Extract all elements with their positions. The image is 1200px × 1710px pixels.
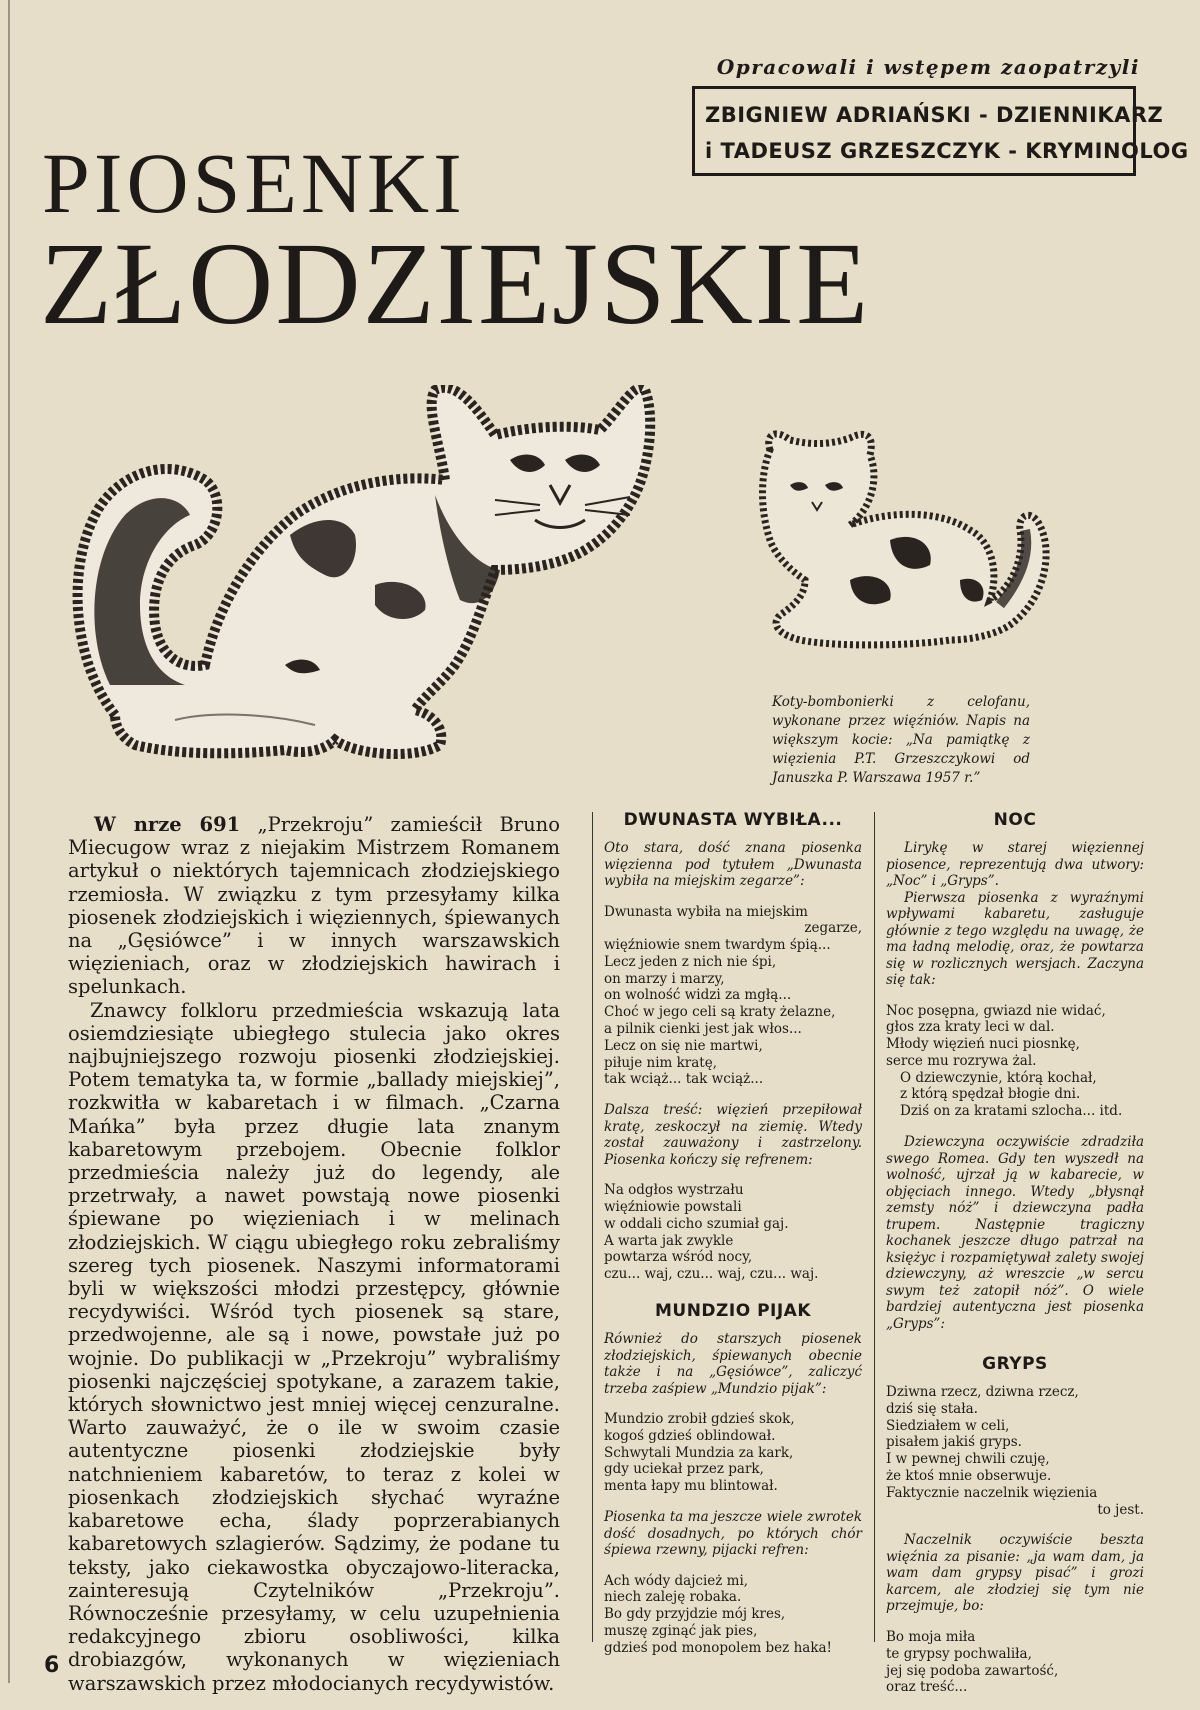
mundzio-verse-2 xyxy=(604,1573,862,1657)
dwunasta-middle: Dalsza treść: więzień przepiłował kratę, zeskoczył na ziemię. Wtedy został zauważony i zastrzelony. Piosenka kończy się refrenem: xyxy=(604,1102,862,1168)
verse-line: gdy uciekał przez park, xyxy=(604,1461,764,1478)
authors-box xyxy=(692,86,1189,176)
verse-line: Dziś on za kratami szlocha... itd. xyxy=(900,1103,1123,1120)
gryps-middle: Naczelnik oczywiście beszta więźnia za pisanie: „ja wam dam, ja wam dam grypsy pisać” i grozi karcem, ale złodziej się tym nie przejmuje, bo: xyxy=(886,1532,1144,1615)
verse-line: Bo gdy przyjdzie mój kres, xyxy=(604,1606,786,1623)
author-line-2: i TADEUSZ GRZESZCZYK - KRYMINOLOG xyxy=(705,139,1189,163)
verse-line: Bo moja miła xyxy=(886,1628,976,1645)
verse-line: Dziwna rzecz, dziwna rzecz, xyxy=(886,1384,1079,1401)
verse-line: gdzieś pod monopolem bez haka! xyxy=(604,1639,832,1656)
verse-line: Choć w jego celi są kraty żelazne, xyxy=(604,1004,836,1021)
page-edge-line xyxy=(8,0,10,1683)
title-line-1: PIOSENKI xyxy=(42,135,466,231)
author-line-1: ZBIGNIEW ADRIAŃSKI - DZIENNIKARZ xyxy=(705,103,1164,127)
verse-line: powtarza wśród nocy, xyxy=(604,1249,753,1266)
verse-line: on marzy i marzy, xyxy=(604,970,725,987)
verse-line: zegarze, xyxy=(804,920,862,937)
mundzio-middle: Piosenka ta ma jeszcze wiele zwrotek dość dosadnych, po których chór śpiewa rzewny, pijacki refren: xyxy=(604,1509,862,1559)
noc-intro: Lirykę w starej więziennej piosence, reprezentują dwa utwory: „Noc” i „Gryps”. xyxy=(886,840,1144,889)
article-paragraph-1 xyxy=(68,813,560,999)
verse-line: Mundzio zrobił gdzieś skok, xyxy=(604,1411,795,1428)
verse-line: I w pewnej chwili czuję, xyxy=(886,1451,1050,1468)
verse-line: Schwytali Mundzia za kark, xyxy=(604,1444,794,1461)
section-title-dwunasta: DWUNASTA WYBIŁA... xyxy=(623,810,843,830)
verse-line: on wolność widzi za mgłą... xyxy=(604,987,792,1004)
verse-line: z którą spędzał błogie dni. xyxy=(900,1086,1081,1103)
verse-line: Siedziałem w celi, xyxy=(886,1417,1010,1434)
verse-line: menta łapy mu blintował. xyxy=(604,1478,778,1495)
article-paragraph-2: Znawcy folkloru przedmieścia wskazują lata osiemdziesiąte ubiegłego stulecia jako okres najbujniejszego rozwoju piosenki złodziejskiej. Potem tematyka ta, w formie „ballady miejskiej”, rozkwitła w kabaretach i w filmach. „Czarna Mańka” była przez długie lata znanym kabaretowym przebojem. Obecnie folklor przedmieścia należy już do legendy, ale przetrwały, a nawet powstają nowe piosenki śpiewane po więzieniach i w melinach złodziejskich. W ciągu ubiegłego roku zebraliśmy szereg tych piosenek. Naszymi informatorami byli w większości młodzi przestępcy, głównie recydywiści. Wśród tych piosenek są stare, przedwojenne, ale są i nowe, powstałe już po wojnie. Do publikacji w „Przekroju” wybraliśmy piosenki najczęściej spotykane, a zarazem takie, których słownictwo jest mniej więcej cenzuralne. Warto zauważyć, że o ile w swoim czasie autentyczne piosenki złodziejskie były natchnieniem kabaretów, to teraz z kolei w piosenkach złodziejskich słychać wyraźne kabaretowe echa, ślady poprzerabianych kabaretowych szlagierów. Sądzimy, że podane tu teksty, jako ciekawostka obyczajowo-literacka, zainteresują Czytelników „Przekroju”. Równocześnie przesyłamy, w celu uzupełnienia redakcyjnego zbioru osobliwości, kilka drobiazgów, wykonanych w więzieniach warszawskich przez młodocianych recydywistów. xyxy=(68,998,560,1695)
gryps-verse-2 xyxy=(886,1629,1144,1696)
title-line-2: ZŁODZIEJSKIE xyxy=(40,218,871,349)
section-title-mundzio: MUNDZIO PIJAK xyxy=(654,1301,812,1322)
verse-line: jej się podoba zawartość, xyxy=(886,1662,1059,1679)
verse-line: serce mu rozrywa żal. xyxy=(886,1052,1037,1069)
verse-line: kogoś gdzieś oblindował. xyxy=(604,1427,776,1444)
dwunasta-verse-1 xyxy=(604,904,862,1089)
section-title-gryps: GRYPS xyxy=(982,1354,1048,1375)
verse-line: dziś się stała. xyxy=(886,1400,978,1417)
verse-line: Lecz on się nie martwi, xyxy=(604,1037,763,1054)
verse-line: czu... waj, czu... waj, czu... waj. xyxy=(604,1266,819,1283)
verse-line: Młody więzień nuci piosnkę, xyxy=(886,1036,1080,1053)
gryps-verse-1 xyxy=(886,1384,1144,1518)
verse-line: że ktoś mnie obserwuje. xyxy=(886,1468,1052,1485)
noc-intro-2: Pierwsza piosenka z wyraźnymi wpływami kabaretu, zasługuje głównie z tego względu na uwagę, że ma ładną melodię, oraz, że powtarza się w rozlicznych wersjach. Zaczyna się tak: xyxy=(886,889,1144,988)
large-cat-photo xyxy=(55,385,695,785)
page-number: 6 xyxy=(44,1653,60,1678)
photo-caption: Koty-bombonierki z celofanu, wykonane przez więźniów. Napis na większym kocie: „Na pamiątkę z więzienia P.T. Grzeszczykowi od Januszka P. Warszawa 1957 r.” xyxy=(772,694,1030,786)
verse-line: Faktycznie naczelnik więzienia xyxy=(886,1484,1098,1501)
column-divider-1 xyxy=(592,812,593,1642)
mundzio-verse-1 xyxy=(604,1411,862,1495)
verse-line: Na odgłos wystrzału xyxy=(604,1182,744,1199)
verse-line: to jest. xyxy=(1097,1501,1144,1518)
verse-line: A warta jak zwykle xyxy=(604,1232,734,1249)
verse-line: O dziewczynie, którą kochał, xyxy=(900,1069,1097,1086)
noc-middle: Dziewczyna oczywiście zdradziła swego Romea. Gdy ten wyszedł na wolność, ujrzał ją w kabarecie, w objęciach innego. Wtedy „błysnął zemsty nóż” i dziewczyna padła trupem. Następnie tragiczny kochanek jeszcze długo patrzał na księżyc i rozpamiętywał zalety swojej dziewczyny, aż wreszcie „w sercu swym też zatopił nóż”. O wiele bardziej autentyczna jest piosenka „Gryps”: xyxy=(886,1134,1144,1332)
verse-line: piłuje nim kratę, xyxy=(604,1054,717,1071)
article-paragraph-1-text: „Przekroju” zamieścił Bruno Miecugow wraz z niejakim Mistrzem Romanem artykuł o niektórych tajemnicach złodziejskiego rzemiosła. W związku z tym przesyłamy kilka piosenek złodziejskich i więziennych, śpiewanych na „Gęsiówce” i w innych warszawskich więzieniach, oraz w złodziejskich hawirach i spelunkach. xyxy=(68,813,560,999)
verse-line: muszę zginąć jak pies, xyxy=(604,1622,758,1639)
article-lead: W nrze 691 xyxy=(94,813,241,836)
verse-line: a pilnik cienki jest jak włos... xyxy=(604,1021,802,1038)
verse-line: Ach wódy dajcież mi, xyxy=(604,1572,749,1589)
verse-line: Dwunasta wybiła na miejskim xyxy=(604,903,808,920)
verse-line: więźniowie powstali xyxy=(604,1199,742,1216)
verse-line: Lecz jeden z nich nie śpi, xyxy=(604,953,777,970)
verse-line: oraz treść... xyxy=(886,1679,968,1696)
verse-line: w oddali cicho szumiał gaj. xyxy=(604,1215,789,1232)
dwunasta-verse-2 xyxy=(604,1182,862,1283)
mundzio-intro: Również do starszych piosenek złodziejskich, śpiewanych obecnie także i na „Gęsiówce”, zaliczyć trzeba zaśpiew „Mundzio pijak”: xyxy=(604,1331,862,1397)
verse-line: niech zaleję robaka. xyxy=(604,1589,742,1606)
section-title-noc: NOC xyxy=(993,810,1037,830)
article-body xyxy=(68,813,560,1695)
verse-line: tak wciąż... tak wciąż... xyxy=(604,1071,764,1088)
noc-verse-1-refrain xyxy=(886,1070,1144,1120)
verse-line: więźniowie snem twardym śpią... xyxy=(604,937,831,954)
credits-line: Opracowali i wstępem zaopatrzyli xyxy=(716,55,1140,79)
column-divider-2 xyxy=(874,812,875,1642)
verse-line: pisałem jakiś gryps. xyxy=(886,1434,1022,1451)
verse-line: te grypsy pochwaliła, xyxy=(886,1645,1032,1662)
right-column xyxy=(886,810,1144,1710)
verse-line: Noc posępna, gwiazd nie widać, xyxy=(886,1002,1106,1019)
small-cat-photo xyxy=(720,430,1080,680)
verse-line: głos zza kraty leci w dal. xyxy=(886,1019,1055,1036)
noc-verse-1 xyxy=(886,1003,1144,1070)
middle-column xyxy=(604,810,862,1671)
dwunasta-intro: Oto stara, dość znana piosenka więzienna pod tytułem „Dwunasta wybiła na miejskim zegarze”: xyxy=(604,840,862,889)
